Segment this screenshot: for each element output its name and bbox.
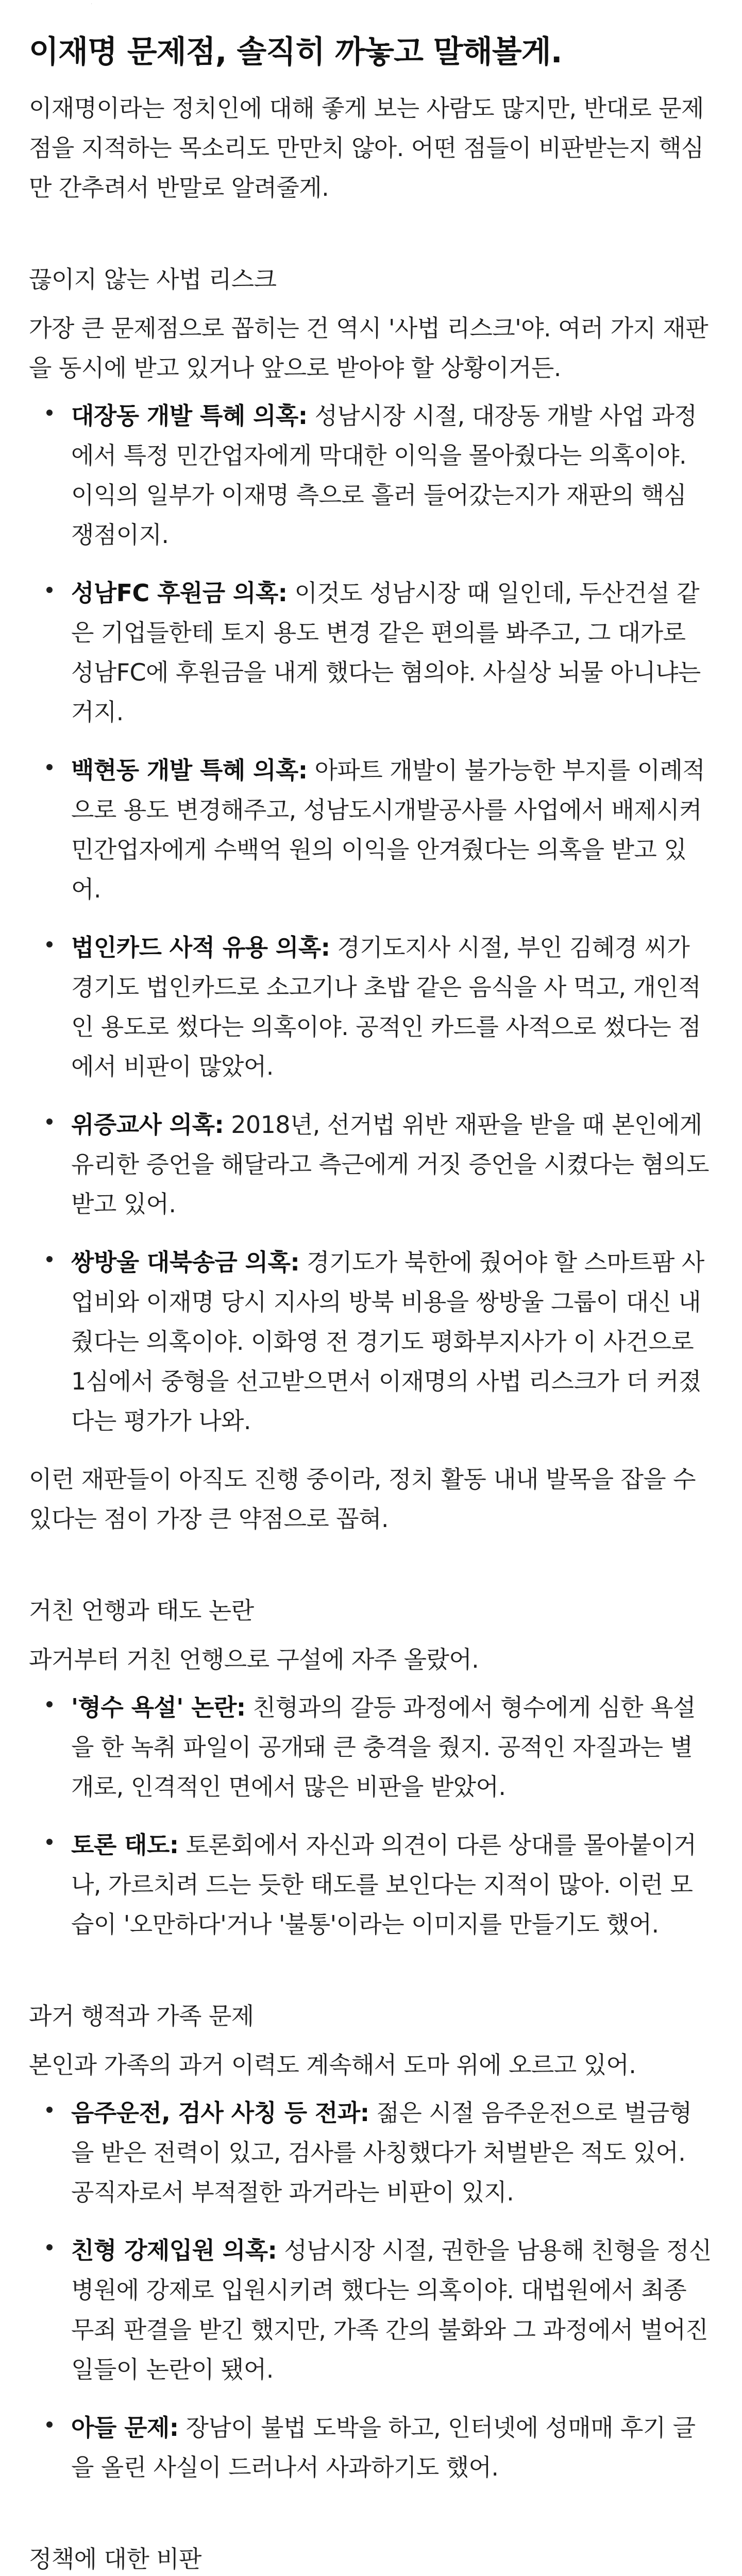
section-lead: 본인과 가족의 과거 이력도 계속해서 도마 위에 오르고 있어.: [29, 2051, 636, 2079]
item-term: 쌍방울 대북송금 의혹:: [71, 1248, 300, 1276]
list-item: [71, 1825, 713, 1944]
bullet-dot: [46, 2421, 53, 2428]
item-term: 토론 태도:: [71, 1831, 179, 1859]
document-title: 이재명 문제점, 솔직히 까놓고 말해볼게.: [29, 34, 562, 70]
item-text: 이것도 성남시장 때 일인데, 두산건설 같은 기업들한테 토지 용도 변경 같은 편의를 봐주고, 그 대가로 성남FC에 후원금을 내게 했다는 혐의야. 사실상 뇌물 아니냐는 거지.: [71, 579, 701, 726]
item-text: 2018년, 선거법 위반 재판을 받을 때 본인에게 유리한 증언을 해달라고 측근에게 거짓 증언을 시켰다는 혐의도 받고 있어.: [71, 1111, 709, 1218]
list-item: [71, 1688, 713, 1807]
list-item: [71, 396, 713, 555]
item-term: 친형 강제입원 의혹:: [71, 2236, 277, 2264]
bullet-list: [29, 2093, 713, 2487]
item-term: 백현동 개발 특혜 의혹:: [71, 756, 308, 784]
bullet-dot: [46, 1118, 53, 1125]
section-heading-past-family: 과거 행적과 가족 문제: [29, 2002, 254, 2030]
item-term: 성남FC 후원금 의혹:: [71, 579, 288, 607]
item-term: 음주운전, 검사 사칭 등 전과:: [71, 2099, 369, 2127]
section-heading-conduct: 거친 언행과 태도 논란: [29, 1597, 254, 1624]
item-text: 토론회에서 자신과 의견이 다른 상대를 몰아붙이거나, 가르치려 드는 듯한 태도를 보인다는 지적이 많아. 이런 모습이 '오만하다'거나 '불통'이라는 이미지를 만들기도 했어.: [71, 1831, 697, 1938]
item-text: 성남시장 시절, 대장동 개발 사업 과정에서 특정 민간업자에게 막대한 이익을 몰아줬다는 의혹이야. 이익의 일부가 이재명 측으로 흘러 들어갔는지가 재판의 핵심 쟁점이지.: [71, 402, 697, 549]
bullet-dot: [46, 587, 53, 593]
bullet-dot: [46, 1256, 53, 1262]
section-heading-policy: 정책에 대한 비판: [29, 2545, 201, 2573]
item-text: 경기도지사 시절, 부인 김혜경 씨가 경기도 법인카드로 소고기나 초밥 같은 음식을 사 먹고, 개인적인 용도로 썼다는 의혹이야. 공적인 카드를 사적으로 썼다는 점에서 비판이 많았어.: [71, 934, 701, 1080]
item-term: 아들 문제:: [71, 2414, 179, 2442]
list-item: [71, 2093, 713, 2212]
list-item: [71, 1243, 713, 1441]
item-text: 성남시장 시절, 권한을 남용해 친형을 정신병원에 강제로 입원시키려 했다는 의혹이야. 대법원에서 최종 무죄 판결을 받긴 했지만, 가족 간의 불화와 그 과정에서 벌어진 일들이 논란이 됐어.: [71, 2236, 712, 2383]
bullet-dot: [46, 941, 53, 947]
item-text: 아파트 개발이 불가능한 부지를 이례적으로 용도 변경해주고, 성남도시개발공사를 사업에서 배제시켜 민간업자에게 수백억 원의 이익을 안겨줬다는 의혹을 받고 있어.: [71, 756, 705, 903]
list-item: [71, 1105, 713, 1224]
bullet-dot: [46, 2107, 53, 2113]
section-heading-judicial-risk: 끊이지 않는 사법 리스크: [29, 265, 277, 293]
item-text: 친형과의 갈등 과정에서 형수에게 심한 욕설을 한 녹취 파일이 공개돼 큰 충격을 줬지. 공적인 자질과는 별개로, 인격적인 면에서 많은 비판을 받았어.: [71, 1693, 696, 1801]
item-term: 대장동 개발 특혜 의혹:: [71, 402, 308, 430]
top-dot-mark: ·: [91, 2, 93, 7]
intro-paragraph: 이재명이라는 정치인에 대해 좋게 보는 사람도 많지만, 반대로 문제점을 지적하는 목소리도 만만치 않아. 어떤 점들이 비판받는지 핵심만 간추려서 반말로 알려줄게.: [29, 94, 704, 201]
list-item: [71, 2231, 713, 2389]
section-lead: 가장 큰 문제점으로 꼽히는 건 역시 '사법 리스크'야. 여러 가지 재판을 동시에 받고 있거나 앞으로 받아야 할 상황이거든.: [29, 314, 709, 382]
item-term: 법인카드 사적 유용 의혹:: [71, 934, 330, 961]
bullet-list: [29, 396, 713, 1441]
item-text: 경기도가 북한에 줬어야 할 스마트팜 사업비와 이재명 당시 지사의 방북 비용을 쌍방울 그룹이 대신 내줬다는 의혹이야. 이화영 전 경기도 평화부지사가 이 사건으로 1심에서 중형을 선고받으면서 이재명의 사법 리스크가 더 커졌다는 평가가 나와.: [71, 1248, 704, 1435]
section-summary: 이런 재판들이 아직도 진행 중이라, 정치 활동 내내 발목을 잡을 수 있다는 점이 가장 큰 약점으로 꼽혀.: [29, 1465, 696, 1533]
item-text: 젊은 시절 음주운전으로 벌금형을 받은 전력이 있고, 검사를 사칭했다가 처벌받은 적도 있어. 공직자로서 부적절한 과거라는 비판이 있지.: [71, 2099, 692, 2206]
item-term: '형수 욕설' 논란:: [71, 1693, 246, 1721]
bullet-list: [29, 1688, 713, 1944]
item-term: 위증교사 의혹:: [71, 1111, 224, 1139]
list-item: [71, 2408, 713, 2487]
bullet-dot: [46, 1839, 53, 1845]
list-item: [71, 928, 713, 1087]
section-lead: 과거부터 거친 언행으로 구설에 자주 올랐어.: [29, 1646, 479, 1673]
item-text: 장남이 불법 도박을 하고, 인터넷에 성매매 후기 글을 올린 사실이 드러나서 사과하기도 했어.: [71, 2414, 696, 2481]
list-item: [71, 573, 713, 732]
bullet-dot: [46, 2244, 53, 2250]
list-item: [71, 751, 713, 909]
bullet-dot: [46, 1701, 53, 1707]
bullet-dot: [46, 410, 53, 416]
bullet-dot: [46, 764, 53, 770]
